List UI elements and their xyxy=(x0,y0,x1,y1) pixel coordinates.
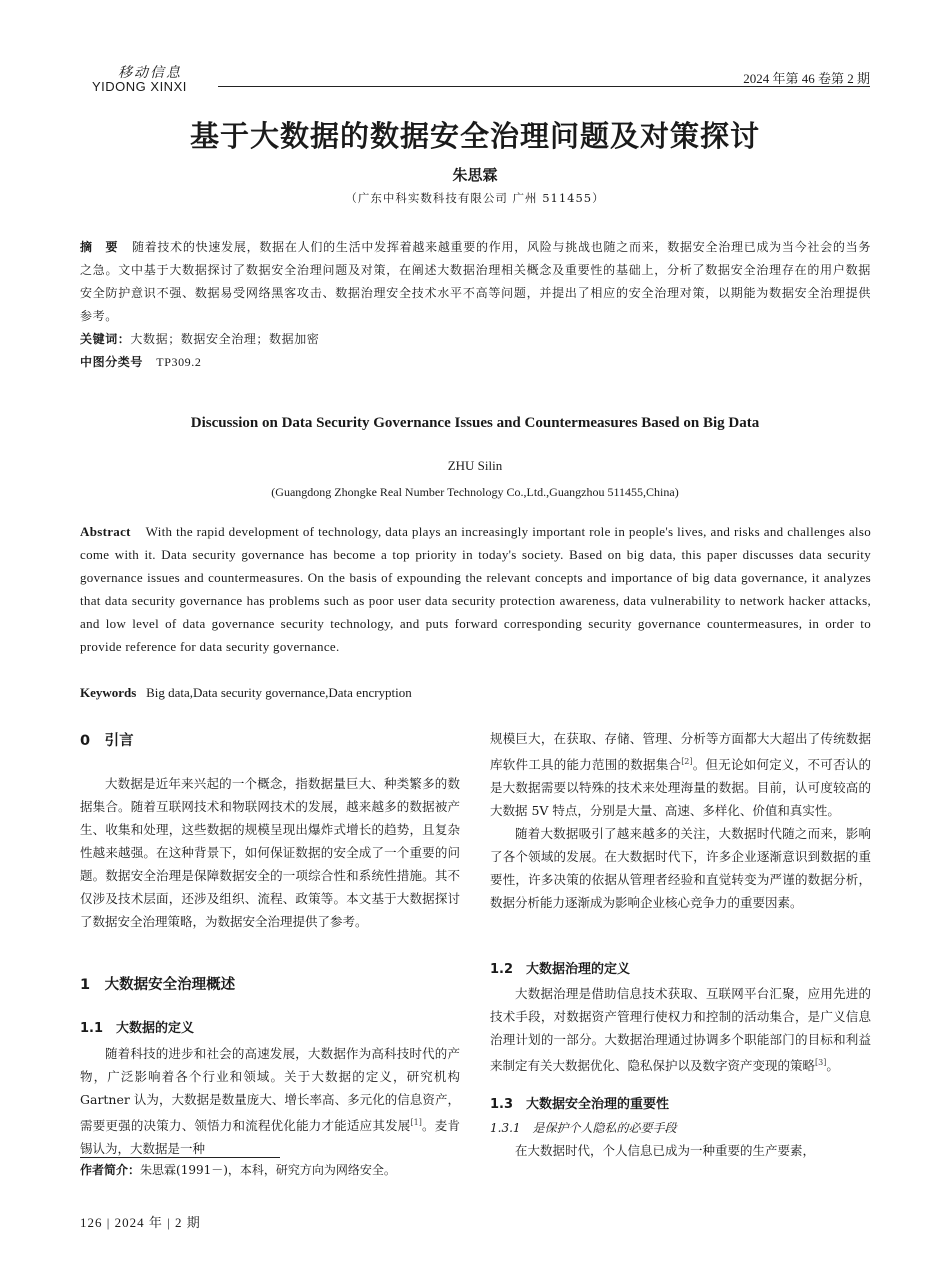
author-cn: 朱思霖 xyxy=(452,166,498,184)
s11-continued-paragraph xyxy=(490,727,871,822)
section-1-1-continued xyxy=(490,727,871,914)
paper-title-en: Discussion on Data Security Governance Issues and Countermeasures Based on Big Data xyxy=(190,415,760,431)
s12-text-b: 。 xyxy=(826,1058,839,1074)
classification-label: 中图分类号 xyxy=(80,355,144,369)
author-footnote xyxy=(80,1161,396,1178)
section-1-2-body xyxy=(490,982,871,1077)
s11-cont-text-a: 规模巨大，在获取、存储、管理、分析等方面都大大超出了传统数据库软件工具的能力范围的数据集合 xyxy=(490,731,871,773)
classification-value: TP309.2 xyxy=(156,355,202,369)
affiliation-cn: （广东中科实数科技有限公司 广州 511455） xyxy=(345,191,605,205)
s11-text-a: 随着科技的进步和社会的高速发展，大数据作为高科技时代的产物，广泛影响着各个行业和领域。关于大数据的定义，研究机构 Gartner 认为，大数据是数量庞大、增长率高、多元化的信息资产，需要更强的决策力、领悟力和流程优化能力才能适应其发展 xyxy=(80,1046,460,1134)
classification-cn xyxy=(80,351,871,374)
abstract-cn-text: 随着技术的快速发展，数据在人们的生活中发挥着越来越重要的作用，风险与挑战也随之而来，数据安全治理已成为当今社会的当务之急。文中基于大数据探讨了数据安全治理问题及对策，在阐述大数据治理相关概念及重要性的基础上，分析了数据安全治理存在的用户数据安全防护意识不强、数据易受网络黑客攻击、数据治理安全技术水平不高等问题，并提出了相应的安全治理对策，以期能为数据安全治理提供参考。 xyxy=(80,240,871,323)
abstract-en-label: Abstract xyxy=(80,524,131,539)
section-1-heading: 1 大数据安全治理概述 xyxy=(80,977,236,993)
keywords-en-label: Keywords xyxy=(80,685,137,700)
section-1-2-heading: 1.2 大数据治理的定义 xyxy=(490,962,631,977)
s131-paragraph: 在大数据时代，个人信息已成为一种重要的生产要素， xyxy=(515,1143,816,1158)
paper-title-cn: 基于大数据的数据安全治理问题及对策探讨 xyxy=(189,119,760,153)
abstract-en-text: With the rapid development of technology, data plays an increasingly important role in people's lives, and risks and challenges also come with it. Data security governance has become a top priority in today's society. Based on big data, this paper discusses data security governance issues and countermeasures. On the basis of expounding the relevant concepts and importance of big data governance, it analyzes that data security governance has problems such as poor user data security protection awareness, data vulnerability to network hacker attacks, and low level of data governance security technology, and puts forward corresponding security governance countermeasures, in order to provide reference for data security governance. xyxy=(80,524,871,654)
issue-info: 2024 年第 46 卷第 2 期 xyxy=(743,71,870,86)
keywords-cn-label: 关键词： xyxy=(80,332,131,346)
section-0-paragraph: 大数据是近年来兴起的一个概念，指数据量巨大、种类繁多的数据集合。随着互联网技术和物联网技术的发展，越来越多的数据被产生、收集和处理，这些数据的规模呈现出爆炸式增长的趋势，且复杂性越来越强。在这种背景下，如何保证数据的安全成了一个重要的问题。数据安全治理是保障数据安全的一项综合性和系统性措施。其不仅涉及技术层面，还涉及组织、流程、政策等。本文基于大数据探讨了数据安全治理策略，为数据安全治理提供了参考。 xyxy=(80,776,460,929)
s11-paragraph-2: 随着大数据吸引了越来越多的关注，大数据时代随之而来，影响了各个领域的发展。在大数据时代下，许多企业逐渐意识到数据的重要性，许多决策的依据从管理者经验和直觉转变为严谨的数据分析，数据分析能力逐渐成为影响企业核心竞争力的重要因素。 xyxy=(490,826,871,911)
footnote-rule xyxy=(80,1157,280,1158)
page-footer: 126 | 2024 年 | 2 期 xyxy=(80,1215,201,1230)
keywords-en xyxy=(80,682,871,704)
journal-name-cn: 移动信息 xyxy=(118,65,182,81)
keywords-en-text: Big data,Data security governance,Data encryption xyxy=(146,685,412,700)
journal-name-en: YIDONG XINXI xyxy=(92,79,187,94)
s11-cont-text-b: 。但无论如何定义，不可否认的是大数据需要以特殊的技术来处理海量的数据。目前，认可度较高的大数据 5V 特点，分别是大量、高速、多样化、价值和真实性。 xyxy=(490,757,871,819)
keywords-cn-text: 大数据；数据安全治理；数据加密 xyxy=(130,332,320,346)
author-en: ZHU Silin xyxy=(447,458,503,473)
section-1-1-body xyxy=(80,1042,460,1160)
affiliation-en: (Guangdong Zhongke Real Number Technology Co.,Ltd.,Guangzhou 511455,China) xyxy=(271,485,679,499)
section-1-3-1-heading: 1.3.1 是保护个人隐私的必要手段 xyxy=(490,1121,677,1135)
keywords-cn xyxy=(80,328,871,351)
abstract-en xyxy=(80,520,871,658)
s11-text-b: 。麦肯锡认为，大数据是一种 xyxy=(80,1118,460,1157)
section-0-heading: 0 引言 xyxy=(80,733,134,749)
section-1-1-paragraph xyxy=(80,1042,460,1160)
reference-3: [3] xyxy=(815,1058,827,1067)
footnote-text: 朱思霖(1991－)，本科，研究方向为网络安全。 xyxy=(140,1163,396,1177)
footnote-label: 作者简介： xyxy=(80,1163,141,1177)
reference-1: [1] xyxy=(410,1118,422,1127)
section-1-3-heading: 1.3 大数据安全治理的重要性 xyxy=(490,1097,670,1112)
abstract-cn xyxy=(80,236,871,374)
s12-text-a: 大数据治理是借助信息技术获取、互联网平台汇聚，应用先进的技术手段，对数据资产管理行使权力和控制的活动集合，是广义信息治理计划的一部分。大数据治理通过协调多个职能部门的目标和利益来制定有关大数据优化、隐私保护以及数字资产变现的策略 xyxy=(490,986,871,1074)
s12-paragraph xyxy=(490,982,871,1077)
section-1-3-1-body xyxy=(490,1139,871,1162)
abstract-cn-label: 摘 要 xyxy=(80,240,119,254)
reference-2: [2] xyxy=(681,757,693,766)
section-1-1-heading: 1.1 大数据的定义 xyxy=(80,1021,195,1036)
section-0-body xyxy=(80,772,460,933)
